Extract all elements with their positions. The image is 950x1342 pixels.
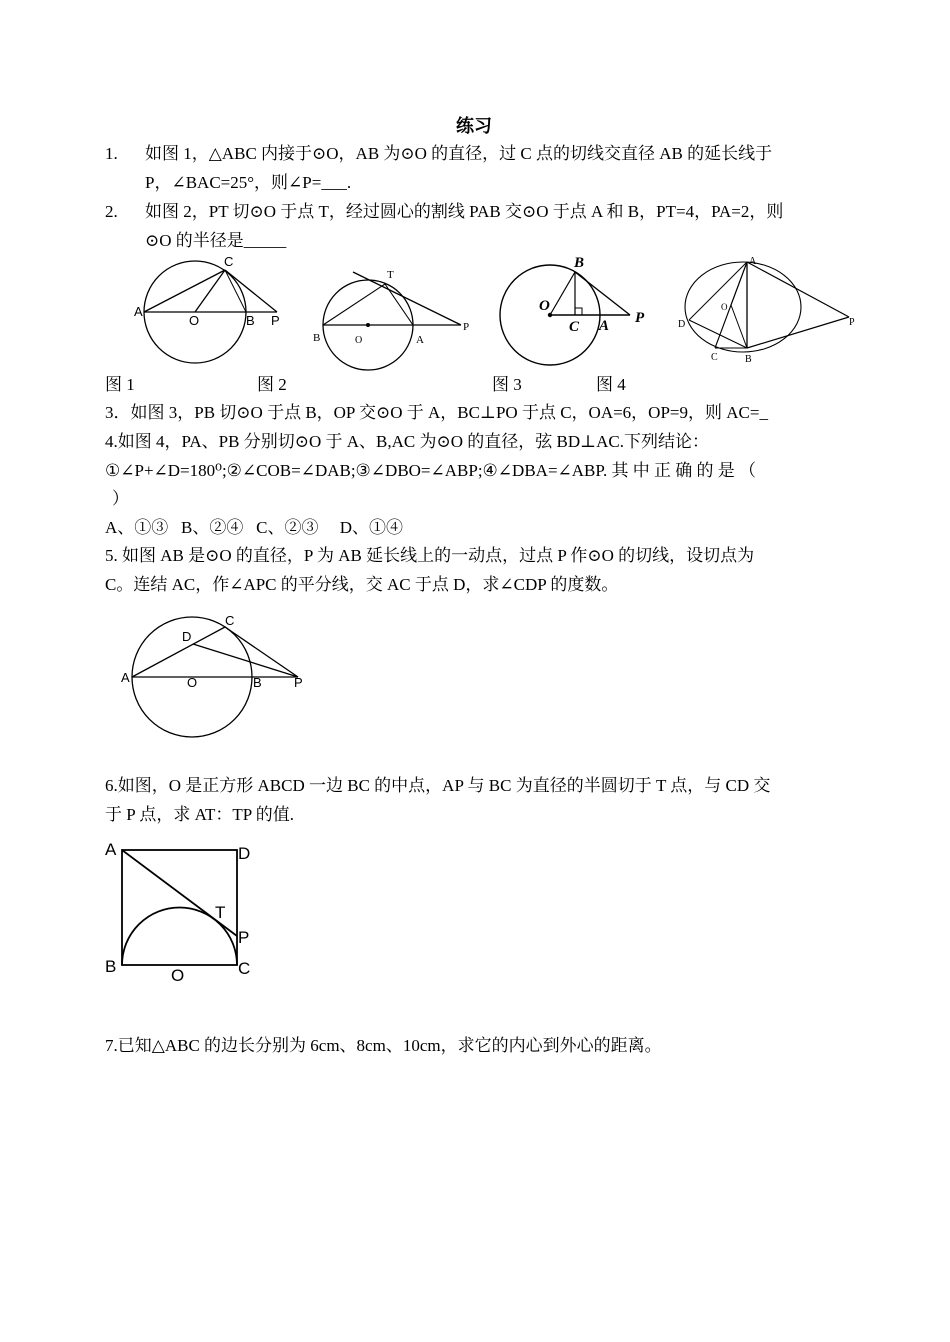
q1-line2: P，∠BAC=25°，则∠P=___. [145, 173, 352, 192]
fig2-label-b: B [313, 332, 321, 344]
fig4-label-b: B [745, 354, 752, 365]
fig5-label-b: B [253, 675, 262, 690]
fig5-label-p: P [294, 675, 303, 690]
q5-line1: 5. 如图 AB 是⊙O 的直径，P 为 AB 延长线上的一动点，过点 P 作⊙O 的切线，设切点为 [105, 546, 755, 565]
fig2-label-t: T [387, 269, 394, 281]
fig3-caption: 图 3 [492, 375, 522, 394]
q4-line2: ①∠P+∠D=180⁰;②∠COB=∠DAB;③∠DBO=∠ABP;④∠DBA=∠ABP. 其 中 正 确 的 是 （ [105, 461, 756, 480]
q1-number: 1. [105, 144, 118, 163]
fig3-right-angle [575, 308, 582, 315]
fig1-chord-ac [144, 270, 225, 312]
fig1-label-a: A [134, 304, 143, 319]
fig3-label-b: B [574, 255, 585, 271]
q2-line1: 如图 2，PT 切⊙O 于点 T，经过圆心的割线 PAB 交⊙O 于点 A 和 B，PT=4，PA=2，则 [145, 202, 784, 221]
fig2-chord-ta [385, 284, 413, 325]
fig6-label-a: A [105, 840, 117, 859]
page-title: 练习 [456, 116, 492, 136]
fig4-label-c: C [711, 352, 718, 363]
fig1-label-p: P [271, 313, 280, 328]
fig2-label-a: A [416, 334, 424, 346]
fig5-label-c: C [225, 613, 235, 628]
q2-line2: ⊙O 的半径是_____ [145, 231, 287, 250]
fig3-radius-ob [550, 272, 575, 315]
q2-number: 2. [105, 202, 118, 221]
fig1-label-o: O [189, 313, 200, 328]
q5-line2: C。连结 AC，作∠APC 的平分线，交 AC 于点 D，求∠CDP 的度数。 [105, 575, 619, 594]
q3-text: 3．如图 3，PB 切⊙O 于点 B，OP 交⊙O 于 A，BC⊥PO 于点 C，OA=6，OP=9，则 AC=_ [105, 403, 768, 422]
fig3-label-p: P [635, 310, 645, 326]
fig5-label-a: A [121, 670, 130, 685]
q4-options: A、①③ B、②④ C、②③ D、①④ [105, 518, 403, 537]
figure-3 [495, 250, 660, 370]
fig5-tangent-cp [225, 627, 298, 677]
fig1-radius-oc [195, 270, 225, 312]
fig3-label-a: A [599, 318, 610, 334]
fig6-label-p: P [238, 928, 250, 947]
q4-line1: 4.如图 4，PA、PB 分别切⊙O 于 A、B,AC 为⊙O 的直径，弦 BD⊥AC.下列结论： [105, 432, 709, 451]
fig1-tangent-cp [225, 270, 277, 312]
q6-line1: 6.如图，O 是正方形 ABCD 一边 BC 的中点，AP 与 BC 为直径的半圆切于 T 点，与 CD 交 [105, 776, 771, 795]
figure-5 [115, 610, 315, 740]
fig6-label-o: O [171, 966, 185, 985]
fig5-chord-ac [132, 627, 225, 677]
fig4-caption: 图 4 [596, 375, 626, 394]
fig1-caption: 图 1 [105, 375, 135, 394]
fig3-label-c: C [569, 319, 580, 335]
fig5-label-o: O [187, 675, 198, 690]
figure-2 [305, 262, 485, 372]
fig6-label-c: C [238, 959, 251, 978]
fig2-center-dot [366, 323, 370, 327]
fig3-tangent-bp [575, 272, 630, 315]
fig6-label-b: B [105, 957, 117, 976]
figure-4 [675, 252, 865, 367]
figure-1 [125, 250, 295, 375]
fig5-label-d: D [182, 629, 192, 644]
fig1-label-b: B [246, 313, 255, 328]
fig2-caption: 图 2 [257, 375, 287, 394]
fig4-tangent-pa [747, 262, 849, 317]
fig1-label-c: C [224, 254, 234, 269]
fig4-radius-ao [731, 262, 747, 305]
fig1-chord-cb [225, 270, 246, 312]
fig4-label-d: D [678, 319, 686, 330]
fig2-chord-bt [323, 284, 385, 325]
fig4-chord-ad [689, 262, 747, 320]
fig4-label-p: P [849, 317, 855, 328]
fig6-label-t: T [215, 903, 226, 922]
fig4-label-o: O [721, 302, 728, 312]
fig2-label-o: O [355, 335, 363, 346]
q4-line3: ） [112, 489, 129, 508]
figure-6 [100, 835, 270, 985]
fig3-label-o: O [539, 298, 550, 314]
q6-line2: 于 P 点，求 AT：TP 的值. [105, 805, 295, 824]
q7-text: 7.已知△ABC 的边长分别为 6cm、8cm、10cm，求它的内心到外心的距离。 [105, 1036, 662, 1055]
fig6-label-d: D [238, 844, 251, 863]
q1-line1: 如图 1，△ABC 内接于⊙O，AB 为⊙O 的直径，过 C 点的切线交直径 AB 的延长线于 [145, 144, 773, 163]
fig2-label-p: P [463, 321, 470, 333]
fig4-label-a: A [749, 256, 757, 267]
